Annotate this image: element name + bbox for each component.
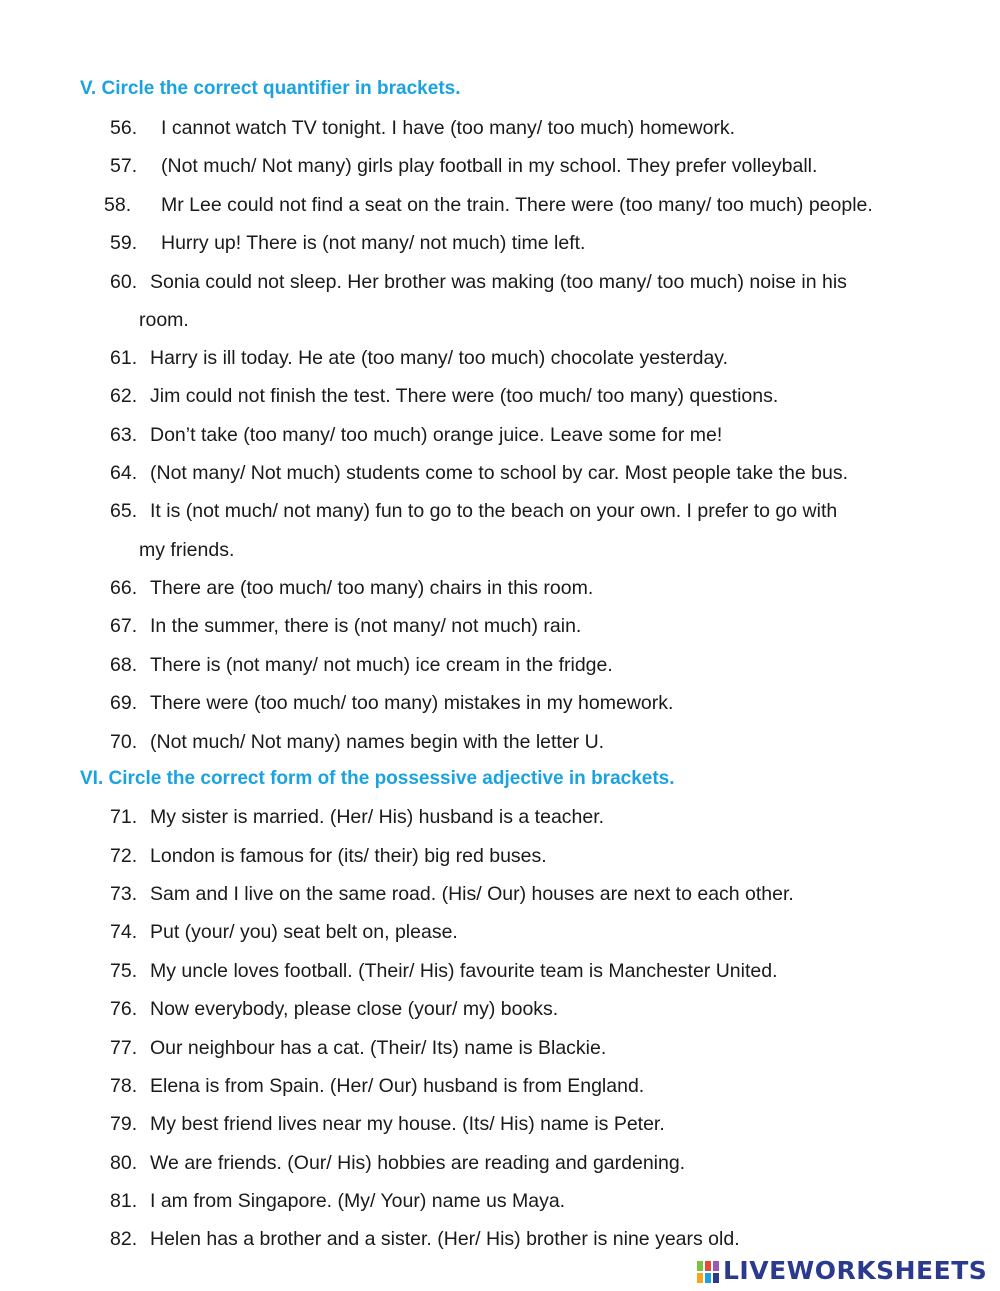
question-number: 77. — [110, 1037, 138, 1059]
question-text: Jim could not finish the test. There were (too much/ too many) questions. — [150, 385, 779, 407]
question-text: There are (too much/ too many) chairs in this room. — [150, 577, 594, 599]
question-text: My uncle loves football. (Their/ His) favourite team is Manchester United. — [150, 960, 778, 982]
question-text: I am from Singapore. (My/ Your) name us Maya. — [150, 1190, 566, 1212]
question-65-continuation: my friends. — [139, 539, 235, 561]
question-number: 69. — [110, 692, 138, 714]
question-number: 76. — [110, 998, 138, 1020]
question-number: 82. — [110, 1228, 138, 1250]
logo-blocks-icon — [697, 1261, 721, 1283]
question-text: Helen has a brother and a sister. (Her/ His) brother is nine years old. — [150, 1228, 740, 1250]
question-number: 73. — [110, 883, 138, 905]
liveworksheets-logo — [697, 1256, 992, 1286]
question-number: 59. — [110, 232, 138, 254]
question-number: 56. — [110, 117, 138, 139]
question-number: 62. — [110, 385, 138, 407]
question-text: Hurry up! There is (not many/ not much) time left. — [161, 232, 586, 254]
question-text: Don’t take (too many/ too much) orange juice. Leave some for me! — [150, 424, 723, 446]
question-number: 70. — [110, 731, 138, 753]
question-number: 57. — [110, 155, 138, 177]
question-text: In the summer, there is (not many/ not much) rain. — [150, 615, 582, 637]
question-text: Now everybody, please close (your/ my) books. — [150, 998, 559, 1020]
question-text: My best friend lives near my house. (Its/ His) name is Peter. — [150, 1113, 665, 1135]
question-text: Harry is ill today. He ate (too many/ too much) chocolate yesterday. — [150, 347, 729, 369]
question-number: 68. — [110, 654, 138, 676]
question-text: Put (your/ you) seat belt on, please. — [150, 921, 458, 943]
question-number: 72. — [110, 845, 138, 867]
question-text: Mr Lee could not find a seat on the train. There were (too many/ too much) people. — [161, 194, 873, 216]
section-vi-heading: VI. Circle the correct form of the possessive adjective in brackets. — [80, 768, 675, 789]
question-text: (Not many/ Not much) students come to school by car. Most people take the bus. — [150, 462, 849, 484]
question-number: 81. — [110, 1190, 138, 1212]
question-text: It is (not much/ not many) fun to go to the beach on your own. I prefer to go with — [150, 500, 838, 522]
question-number: 61. — [110, 347, 138, 369]
question-number: 65. — [110, 500, 138, 522]
question-text: There were (too much/ too many) mistakes in my homework. — [150, 692, 674, 714]
question-number: 66. — [110, 577, 138, 599]
question-text: Elena is from Spain. (Her/ Our) husband is from England. — [150, 1075, 645, 1097]
question-number: 74. — [110, 921, 138, 943]
question-text: Our neighbour has a cat. (Their/ Its) name is Blackie. — [150, 1037, 607, 1059]
question-number: 63. — [110, 424, 138, 446]
question-number: 79. — [110, 1113, 138, 1135]
question-number: 64. — [110, 462, 138, 484]
section-v-heading: V. Circle the correct quantifier in brackets. — [80, 78, 461, 99]
question-text: (Not much/ Not many) girls play football in my school. They prefer volleyball. — [161, 155, 818, 177]
question-number: 80. — [110, 1152, 138, 1174]
logo-text: LIVEWORKSHEETS — [723, 1256, 988, 1285]
question-number: 71. — [110, 806, 138, 828]
question-text: I cannot watch TV tonight. I have (too many/ too much) homework. — [161, 117, 736, 139]
question-number: 67. — [110, 615, 138, 637]
question-60-continuation: room. — [139, 309, 189, 331]
question-text: There is (not many/ not much) ice cream in the fridge. — [150, 654, 613, 676]
question-text: We are friends. (Our/ His) hobbies are reading and gardening. — [150, 1152, 686, 1174]
question-number: 58. — [104, 194, 132, 216]
question-text: Sam and I live on the same road. (His/ Our) houses are next to each other. — [150, 883, 794, 905]
question-number: 78. — [110, 1075, 138, 1097]
question-number: 75. — [110, 960, 138, 982]
question-text: London is famous for (its/ their) big red buses. — [150, 845, 547, 867]
question-text: Sonia could not sleep. Her brother was making (too many/ too much) noise in his — [150, 271, 847, 293]
question-text: My sister is married. (Her/ His) husband is a teacher. — [150, 806, 605, 828]
question-number: 60. — [110, 271, 138, 293]
question-text: (Not much/ Not many) names begin with the letter U. — [150, 731, 605, 753]
